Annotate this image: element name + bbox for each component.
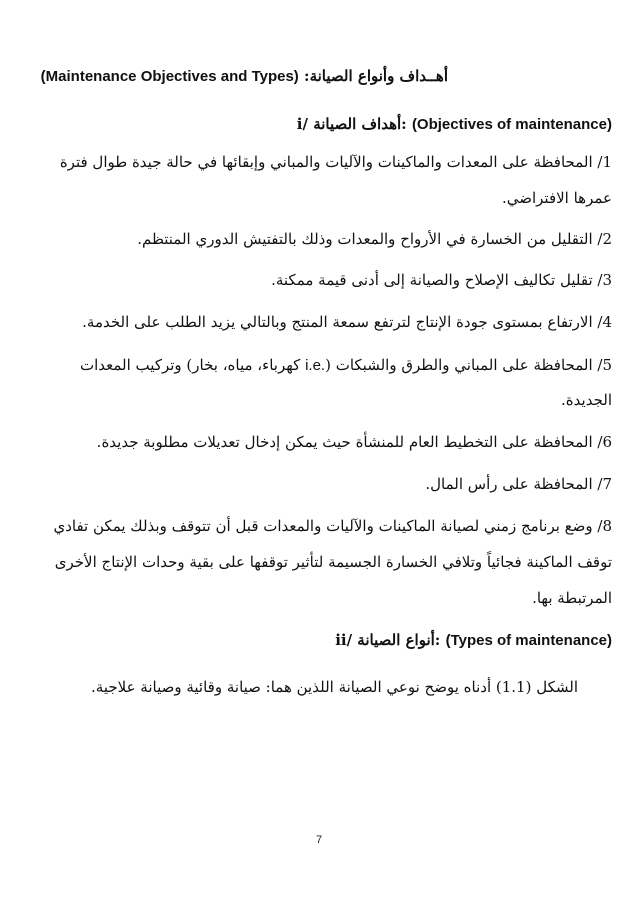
item-7: 7/ المحافظة على رأس المال. — [425, 475, 612, 493]
section-ii-arabic: أنواع الصيانة: — [357, 631, 441, 649]
section-ii-label: ii/ — [335, 631, 353, 649]
item-8-line-3: المرتبطة بها. — [532, 589, 612, 607]
section-i-heading — [26, 114, 612, 135]
item-4: 4/ الارتفاع بمستوى جودة الإنتاج لترتفع سمعة المنتج وبالتالي يزيد الطلب على الخدمة. — [82, 313, 612, 331]
figure-reference: الشكل (1.1) أدناه يوضح نوعي الصيانة اللذين هما: صيانة وقائية وصيانة علاجية. — [91, 678, 578, 696]
item-1-line-2: عمرها الافتراضي. — [501, 189, 612, 207]
item-8-line-2: توقف الماكينة فجائياً وتلافي الخسارة الجسيمة لتأثير توقفها على بقية وحدات الإنتاج الأخرى — [54, 553, 612, 571]
section-i-arabic: أهداف الصيانة: — [313, 115, 407, 133]
item-3: 3/ تقليل تكاليف الإصلاح والصيانة إلى أدنى قيمة ممكنة. — [271, 271, 612, 289]
main-heading-arabic: أهــداف وأنواع الصيانة: — [304, 67, 448, 85]
section-ii-english: (Types of maintenance) — [445, 632, 612, 649]
item-5-abbrev: i.e. — [305, 357, 326, 374]
item-8-line-1: 8/ وضع برنامج زمني لصيانة الماكينات والآليات والمعدات قبل أن تتوقف وبذلك يمكن تفادي — [53, 517, 612, 535]
item-5-line-1 — [26, 355, 612, 376]
item-1-line-1: 1/ المحافظة على المعدات والماكينات والآليات والمباني وإبقائها في حالة جيدة طوال فترة — [59, 153, 612, 171]
item-5-text-end: كهرباء، مياه، بخار) وتركيب المعدات — [79, 356, 306, 374]
item-6: 6/ المحافظة على التخطيط العام للمنشأة حيث يمكن إدخال تعديلات مطلوبة جديدة. — [96, 433, 612, 451]
item-5-line-2: الجديدة. — [561, 391, 612, 409]
main-heading — [26, 66, 448, 87]
section-i-label: i/ — [296, 115, 308, 133]
item-2: 2/ التقليل من الخسارة في الأرواح والمعدات وذلك بالتفتيش الدوري المنتظم. — [137, 230, 612, 248]
section-i-english: (Objectives of maintenance) — [411, 116, 612, 133]
page-number: 7 — [315, 834, 323, 846]
item-5-text-start: 5/ المحافظة على المباني والطرق والشبكات ( — [325, 356, 612, 374]
main-heading-english: (Maintenance Objectives and Types) — [40, 68, 299, 85]
section-ii-heading — [26, 630, 612, 651]
